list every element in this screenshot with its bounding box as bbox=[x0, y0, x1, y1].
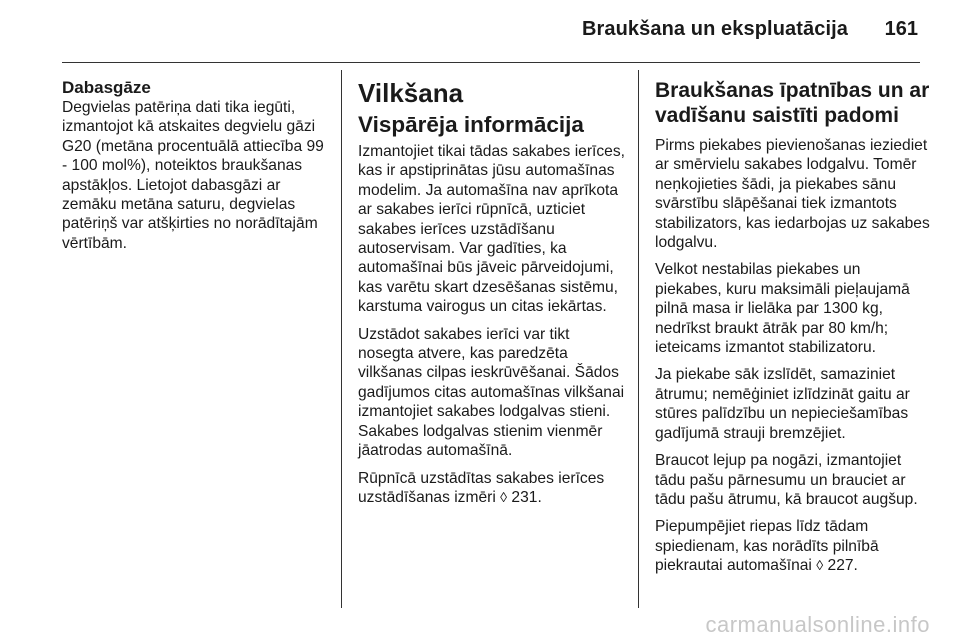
section-title: Braukšana un ekspluatācija bbox=[581, 18, 848, 40]
general-info-heading: Vispārēja informācija bbox=[358, 112, 584, 137]
watermark: carmanualsonline.info bbox=[705, 612, 930, 637]
natural-gas-paragraph: Degvielas patēriņa dati tika iegūti, izmantojot kā atskaites degvielu gāzi G20 (metāna procentuālā attiecība 99 - 100 mol%), noteiktos braukšanas apstākļos. Lietojot dabasgāzi ar zemāku metāna saturu, degvielas patēriņš var atšķirties no norādītajām vērtībām. bbox=[62, 99, 324, 252]
natural-gas-heading: Dabasgāze bbox=[62, 78, 151, 97]
tips-paragraph-5 bbox=[655, 517, 930, 575]
column-divider-1 bbox=[341, 70, 342, 608]
tips-paragraph-1: Pirms piekabes pievienošanas ieziediet ar smērvielu sakabes lodgalvu. Tomēr neņkojieties šādi, ja piekabes sānu svārstību slāpēšanai tiek izmantots stabilizators, kas iedarbojas uz sakabes lodgalvu. bbox=[655, 137, 930, 252]
column-divider-2 bbox=[638, 70, 639, 608]
towing-paragraph-2: Uzstādot sakabes ierīci var tikt nosegta atvere, kas paredzēta vilkšanas cilpas ieskrūvēšanai. Šādos gadījumos citas automašīnas vilkšanai izmantojiet sakabes lodgalvas stieni. Sakabes lodgalvas stienim vienmēr jāatrodas automašīnā. bbox=[358, 325, 625, 460]
page-number: 161 bbox=[884, 18, 918, 40]
column-towing bbox=[358, 78, 626, 515]
tips-paragraph-4: Braucot lejup pa nogāzi, izmantojiet tādu pašu pārnesumu un brauciet ar tādu pašu ātrumu, kā braucot augšup. bbox=[655, 452, 918, 508]
towing-paragraph-3-text: Rūpnīcā uzstādītas sakabes ierīces uzstādīšanas izmēri bbox=[358, 469, 605, 506]
page-reference-227[interactable]: 227. bbox=[827, 557, 858, 575]
towing-paragraph-3 bbox=[358, 469, 626, 508]
tips-paragraph-5-text: Piepumpējiet riepas līdz tādam spiedienam, kas norādīts pilnībā piekrautai automašīnai bbox=[655, 518, 879, 575]
driving-tips-heading: Braukšanas īpatnības un ar vadīšanu saistīti padomi bbox=[655, 79, 930, 127]
towing-heading: Vilkšana bbox=[358, 78, 464, 108]
page-header bbox=[0, 18, 960, 48]
towing-paragraph-1: Izmantojiet tikai tādas sakabes ierīces, kas ir apstiprinātas jūsu automašīnas modelim. Ja automašīna nav aprīkota ar sakabes ierīci rūpnīcā, uzticiet sakabes ierīces uzstādīšanu autoservisam. Var gadīties, ka automašīnai būs jāveic pārveidojumi, kas varētu skart dzesēšanas sistēmu, karstuma vairogus un citas iekārtas. bbox=[358, 143, 625, 316]
tips-paragraph-3: Ja piekabe sāk izslīdēt, samaziniet ātrumu; nemēģiniet izlīdzināt gaitu ar stūres palīdzību un nepieciešamības gadījumā strauji bremzējiet. bbox=[655, 366, 910, 442]
page-reference-icon: ◊ bbox=[816, 557, 824, 574]
page-reference-icon: ◊ bbox=[500, 488, 508, 505]
column-driving-tips bbox=[655, 78, 930, 584]
header-divider bbox=[62, 62, 920, 63]
page-reference-231[interactable]: 231. bbox=[511, 488, 542, 506]
tips-paragraph-2: Velkot nestabilas piekabes un piekabes, kuru maksimāli pieļaujamā pilnā masa ir lielāka par 1300 kg, nedrīkst braukt ātrāk par 80 km/h; ieteicams izmantot stabilizatoru. bbox=[655, 261, 910, 357]
column-natural-gas bbox=[62, 78, 330, 261]
